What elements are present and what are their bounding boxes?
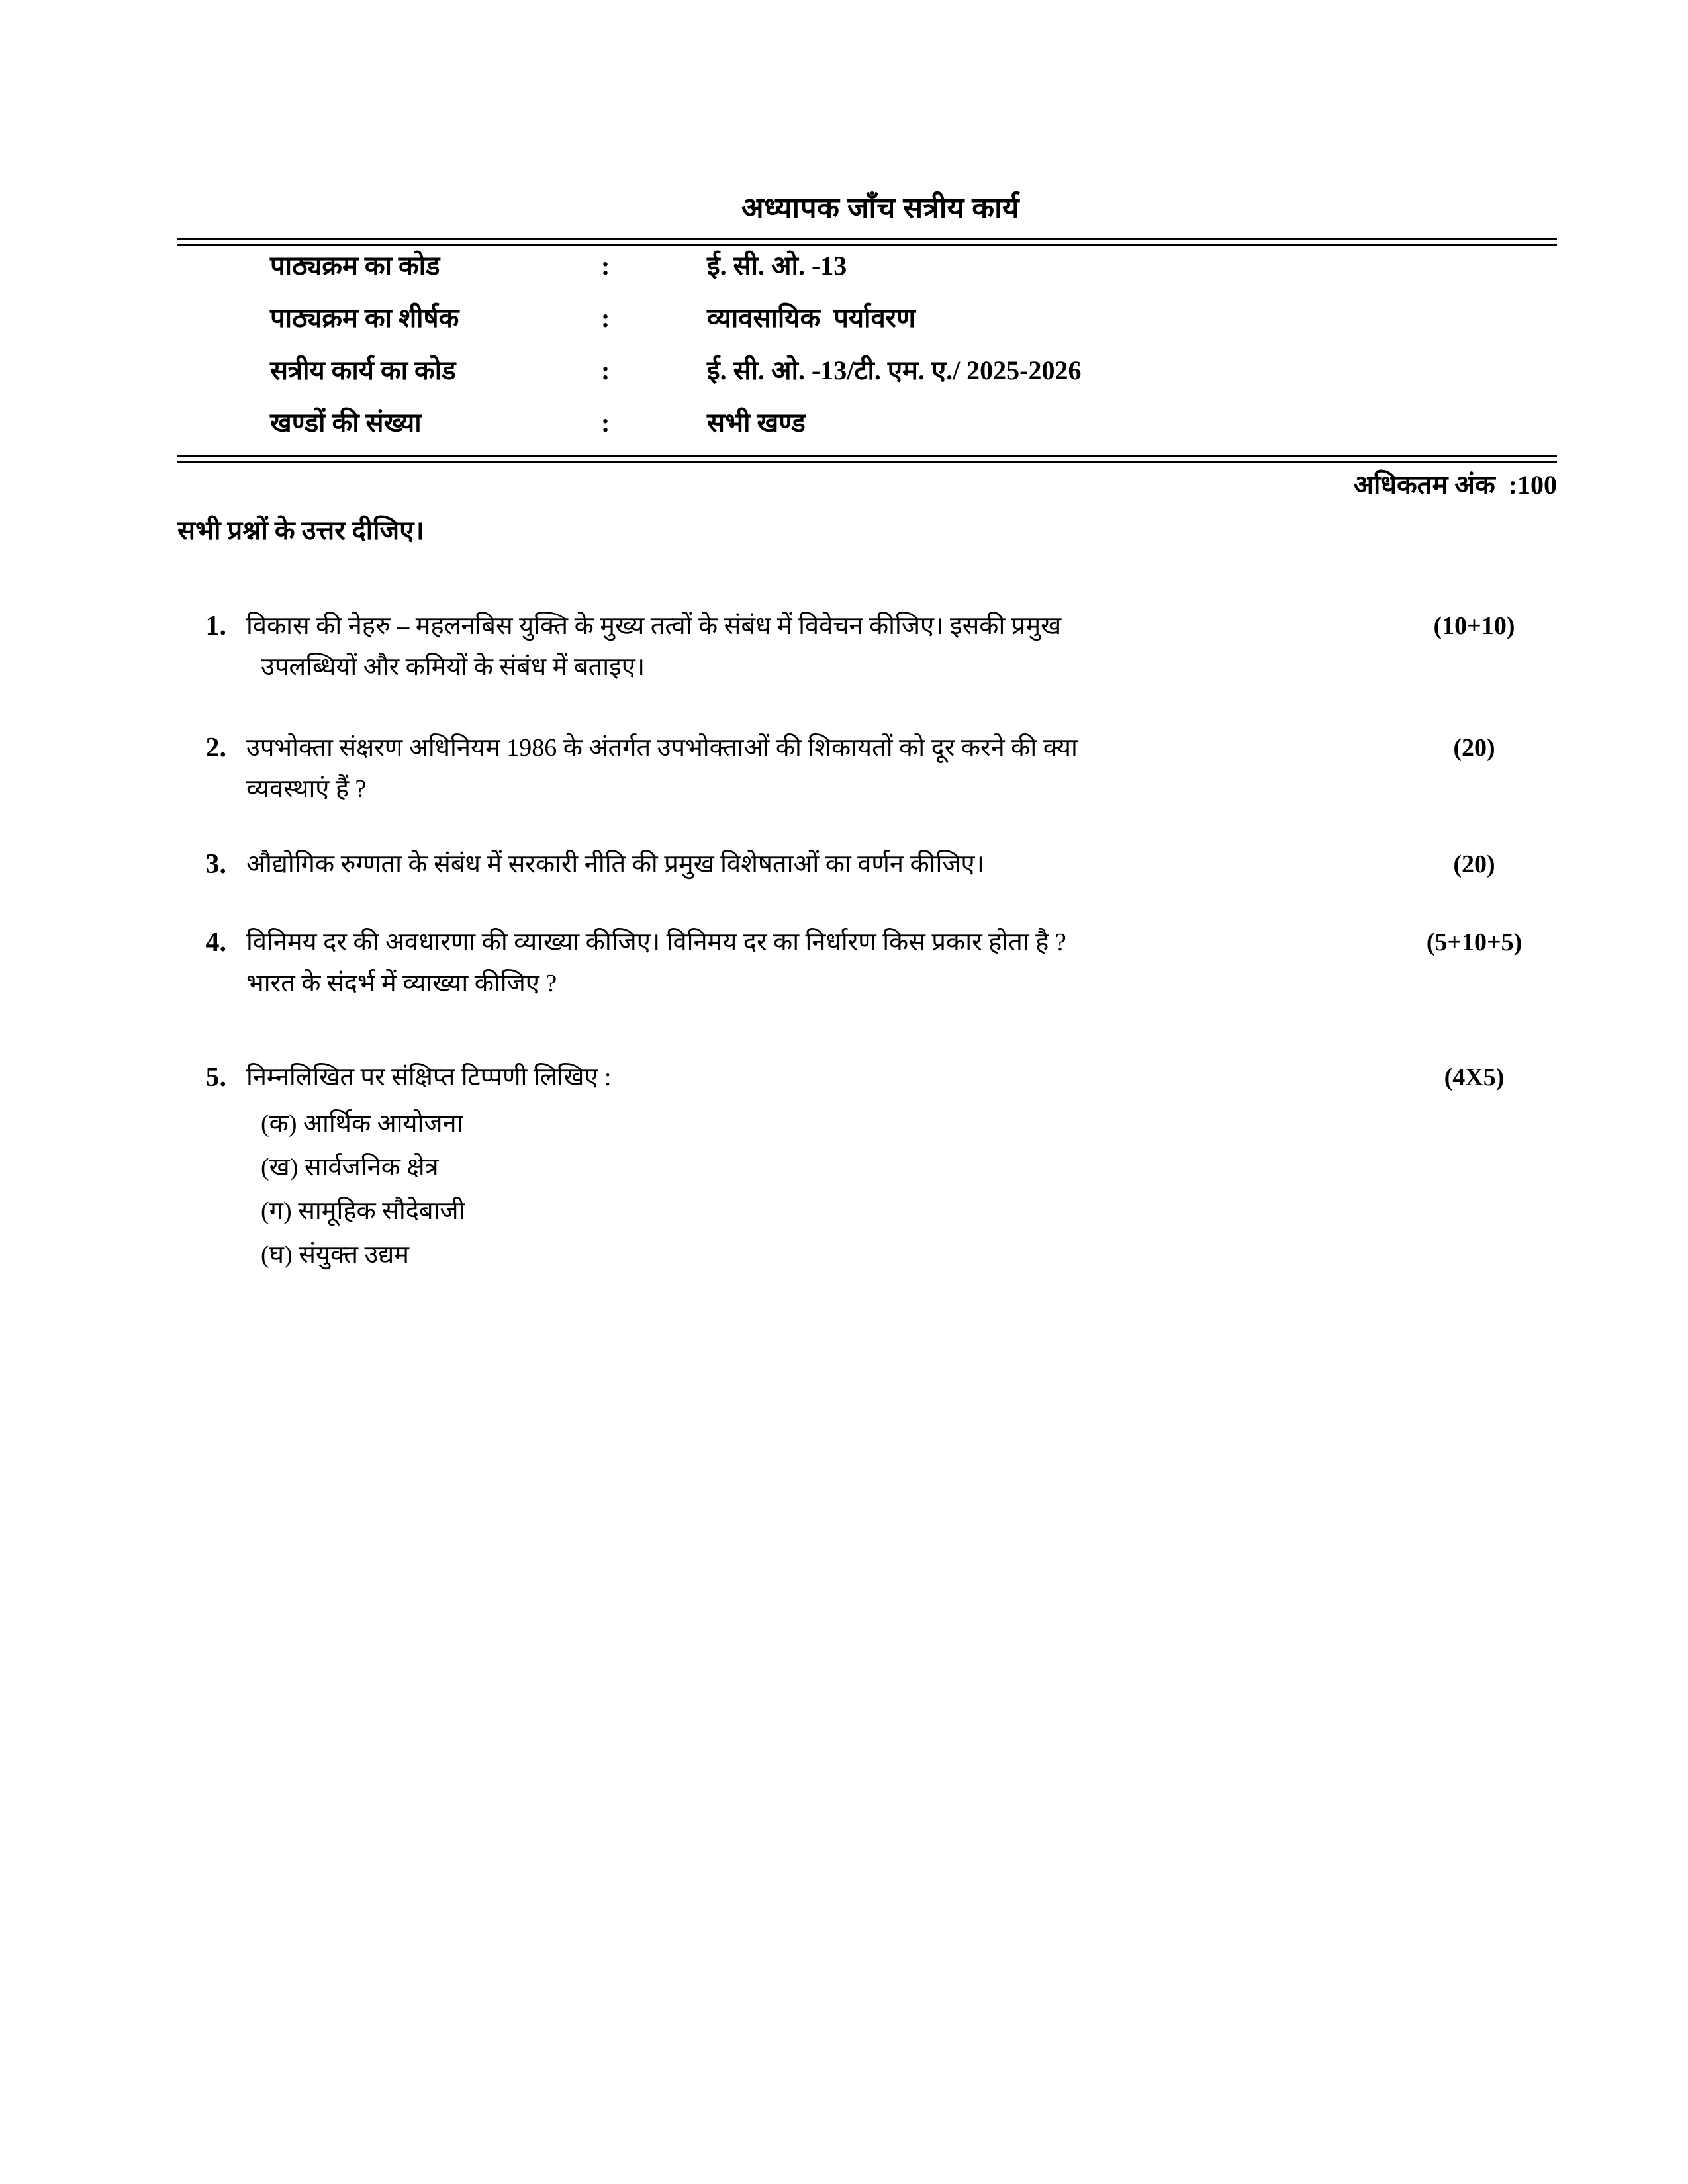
question-marks: (10+10) [1433, 612, 1515, 640]
list-item: (ग) सामूहिक सौदेबाजी [261, 1197, 465, 1225]
colon-separator: : [601, 303, 610, 333]
course-code-label: पाठ्यक्रम का कोड [270, 251, 440, 281]
course-title-value: व्यावसायिक पर्यावरण [707, 303, 915, 333]
question-marks: (4X5) [1444, 1064, 1505, 1091]
question-number: 1. [205, 611, 226, 641]
table-row [177, 246, 1557, 298]
question-body [246, 1057, 1325, 1277]
blocks-count-label: खण्डों की संख्या [270, 408, 422, 437]
course-meta-table [177, 246, 1557, 455]
question-line: औद्योगिक रुग्णता के संबंध में सरकारी नीति की प्रमुख विशेषताओं का वर्णन कीजिए। [246, 850, 984, 878]
colon-separator: : [601, 251, 610, 281]
question-marks: (20) [1453, 734, 1495, 762]
question-line: निम्नलिखित पर संक्षिप्त टिप्पणी लिखिए : [246, 1064, 612, 1091]
table-row [177, 403, 1557, 455]
question-line: विकास की नेहरु – महलनबिस युक्ति के मुख्य तत्वों के संबंध में विवेचन कीजिए। इसकी प्रमुख [246, 612, 1062, 640]
list-item: (घ) संयुक्त उद्यम [261, 1241, 410, 1269]
list-item: (क) आर्थिक आयोजना [261, 1110, 463, 1138]
question-body [246, 606, 1325, 688]
question-item [177, 727, 1557, 809]
colon-separator: : [601, 408, 610, 437]
question-body [246, 844, 1325, 885]
table-row [177, 298, 1557, 351]
question-item [177, 606, 1557, 688]
question-list [177, 606, 1557, 1304]
question-number: 3. [205, 849, 226, 880]
question-number: 5. [205, 1062, 226, 1093]
question-body [246, 727, 1325, 809]
question-line: उपलब्धियों और कमियों के संबंध में बताइए। [261, 653, 645, 681]
question-line: विनिमय दर की अवधारणा की व्याख्या कीजिए। विनिमय दर का निर्धारण किस प्रकार होता है ? [246, 929, 1066, 956]
page-title-text: अध्यापक जाँच सत्रीय कार्य [741, 192, 1019, 224]
page-title [0, 187, 1688, 226]
header-divider-bottom [177, 455, 1557, 463]
question-number: 4. [205, 927, 226, 958]
question-line: उपभोक्ता संक्षरण अधिनियम 1986 के अंतर्गत उपभोक्ताओं की शिकायतों को दूर करने की क्या [246, 734, 1078, 762]
question-marks: (5+10+5) [1426, 929, 1523, 956]
question-item [177, 1057, 1557, 1277]
question-marks: (20) [1453, 850, 1495, 878]
colon-separator: : [601, 355, 610, 385]
instruction-text: सभी प्रश्नों के उत्तर दीजिए। [177, 516, 424, 545]
assignment-code-value: ई. सी. ओ. -13/टी. एम. ए./ 2025-2026 [707, 355, 1082, 385]
course-code-value: ई. सी. ओ. -13 [707, 251, 847, 281]
table-row [177, 351, 1557, 403]
assignment-code-label: सत्रीय कार्य का कोड [270, 355, 456, 385]
maximum-marks: अधिकतम अंक :100 [1353, 470, 1557, 500]
question-body [246, 922, 1325, 1004]
question-item [177, 844, 1557, 885]
question-number: 2. [205, 733, 226, 763]
list-item: (ख) सार्वजनिक क्षेत्र [261, 1154, 439, 1181]
course-title-label: पाठ्यक्रम का शीर्षक [270, 303, 459, 333]
blocks-count-value: सभी खण्ड [707, 408, 806, 437]
question-sublist [246, 1102, 1325, 1277]
question-item [177, 922, 1557, 1004]
question-line: भारत के संदर्भ में व्याख्या कीजिए ? [246, 970, 557, 997]
question-line: व्यवस्थाएं हैं ? [246, 775, 367, 803]
header-divider-top [177, 238, 1557, 246]
